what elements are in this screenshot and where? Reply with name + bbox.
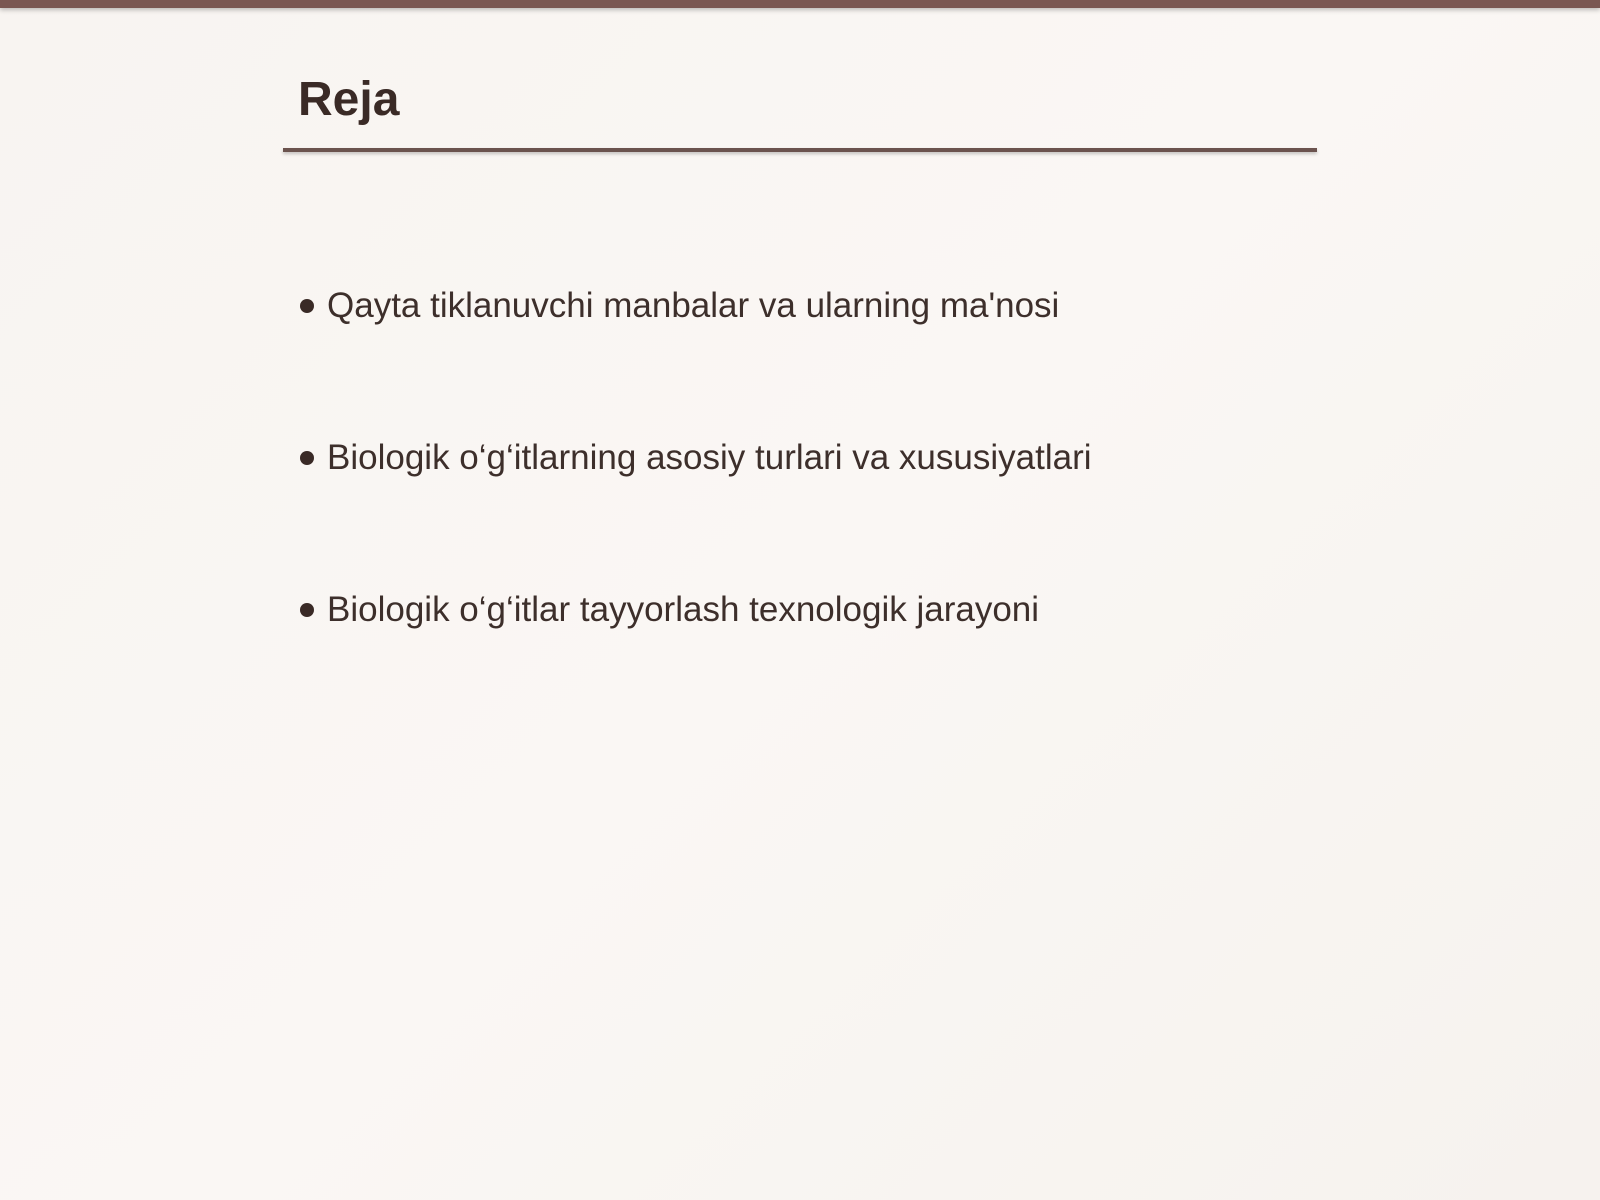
title-underline [283, 148, 1317, 152]
bullet-text: Qayta tiklanuvchi manbalar va ularning ma'nosi [327, 286, 1060, 325]
bullet-dot-icon [300, 299, 314, 313]
list-item [300, 276, 1092, 336]
list-item [300, 428, 1092, 488]
bullet-list [300, 276, 1092, 732]
slide-title: Reja [298, 73, 400, 126]
bullet-text: Biologik o‘g‘itlar tayyorlash texnologik jarayoni [327, 590, 1040, 629]
list-item [300, 580, 1092, 640]
top-accent-bar [0, 0, 1600, 8]
bullet-dot-icon [300, 603, 314, 617]
bullet-dot-icon [300, 451, 314, 465]
bullet-text: Biologik o‘g‘itlarning asosiy turlari va xususiyatlari [327, 438, 1092, 477]
